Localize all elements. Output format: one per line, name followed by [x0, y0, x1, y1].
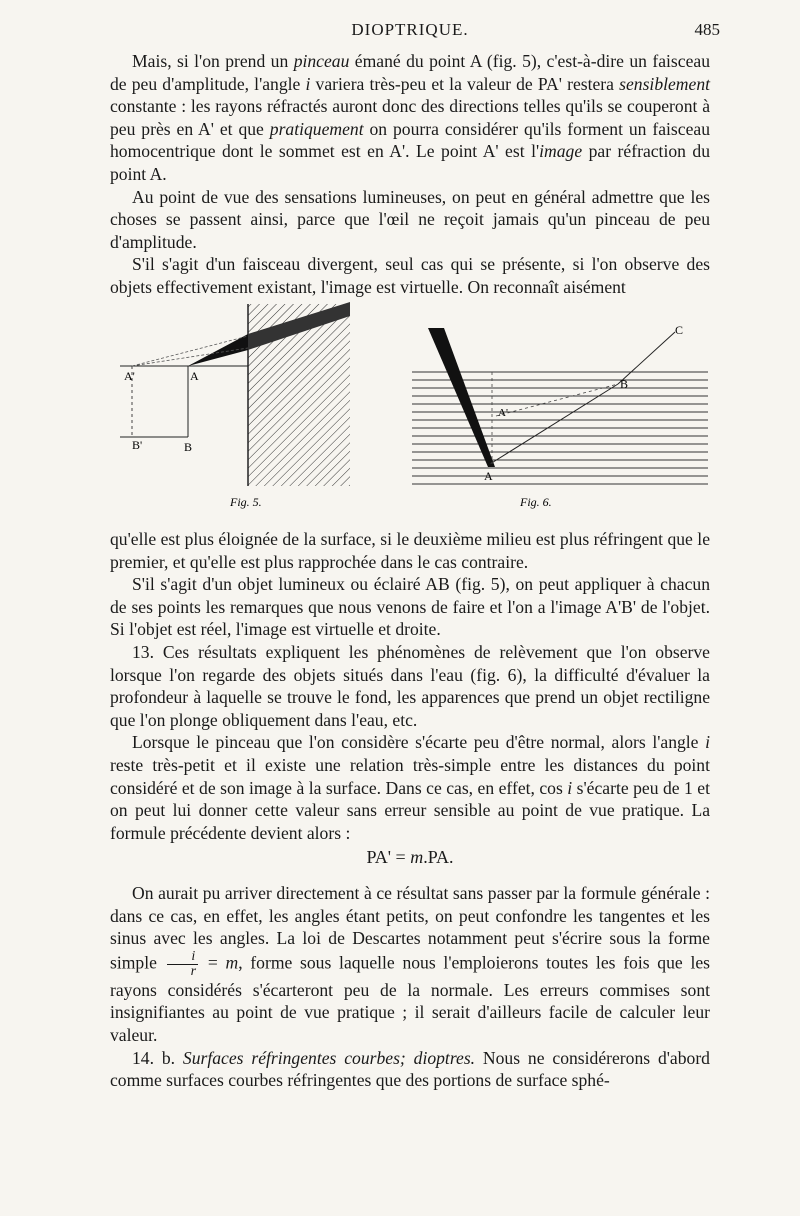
- fig6-label-a-prime: A': [498, 407, 508, 419]
- section-number: 13.: [132, 641, 154, 662]
- text-block-middle: [110, 528, 710, 844]
- text-run: On aurait pu arriver directement à ce résultat sans passer par la formule générale : dans ce cas, en effet, les angles étant petits, on peut confondre les tangentes et les sinus avec les angles. La loi de Descartes notamment peut s'écrire sous la forme simple: [110, 883, 710, 973]
- paragraph-pinceau-normal: [110, 731, 710, 844]
- paragraph-faisceau-divergent: S'il s'agit d'un faisceau divergent, seul cas qui se présente, si l'on observe des objets effectivement existant, l'image est virtuelle. On reconnaît aisément: [110, 254, 710, 297]
- text-run: reste très-petit et il existe une relation très-simple entre les distances du point considéré et de son image à la surface. Dans ce cas, en effet, cos: [110, 754, 710, 798]
- fraction-numerator: i: [167, 950, 198, 965]
- paragraph-plus-eloignee: qu'elle est plus éloignée de la surface, si le deuxième milieu est plus réfringent que le premier, et qu'elle est plus rapprochée dans le cas contraire.: [110, 529, 710, 572]
- text-run-italic: image: [539, 141, 583, 162]
- text-run-italic: i: [567, 777, 573, 798]
- formula-lhs: PA' =: [366, 847, 411, 867]
- paragraph-section-13: [110, 641, 710, 731]
- fig6-label-b: B: [620, 377, 629, 391]
- fig6-caption: Fig. 6.: [520, 495, 552, 509]
- text-run-italic: pinceau: [293, 51, 350, 71]
- paragraph-section-14: [110, 1047, 710, 1092]
- page-number: 485: [694, 20, 720, 39]
- text-run-italic: i: [305, 73, 311, 94]
- formula-rhs: .PA.: [423, 847, 454, 867]
- text-run: par réfraction du point A.: [110, 141, 710, 184]
- text-run-italic: i: [705, 732, 710, 753]
- figure-5: [110, 292, 710, 520]
- text-block-top: [110, 50, 710, 299]
- paragraph-objet-lumineux: S'il s'agit d'un objet lumineux ou éclairé AB (fig. 5), on peut appliquer à chacun de ses points les remarques que nous venons de faire et l'on a l'image A'B' de l'objet. Si l'objet est réel, l'image est virtuelle et droite.: [110, 574, 710, 640]
- text-run: , forme sous laquelle nous l'emploierons toutes les fois que les rayons considérés s'écarteront peu de la normale. Les erreurs commises sont insignifiantes au point de vue pratique ; il serait d'ailleurs facile de calculer leur valeur.: [110, 952, 710, 1045]
- fraction-denominator: r: [190, 963, 197, 979]
- text-run: Nous ne considérerons d'abord comme surfaces courbes réfringentes que des portions de surface sphé-: [110, 1047, 710, 1091]
- fig6-label-a: A: [484, 469, 493, 483]
- fig5-label-a: A: [190, 369, 199, 383]
- fraction-i-over-r: [167, 950, 198, 979]
- text-block-bottom: [110, 882, 710, 1092]
- text-run: s'écarte peu de 1 et on peut lui donner cette valeur sans erreur sensible au point de vue pratique. La formule précédente devient alors :: [110, 777, 710, 843]
- figure-6: [412, 323, 708, 509]
- figures-area: [110, 292, 710, 520]
- page-header: [110, 20, 720, 46]
- fig5-label-a-prime: A': [124, 369, 135, 383]
- text-run: Mais, si l'on prend un: [132, 51, 294, 71]
- section-title: Surfaces réfringentes courbes; dioptres.: [175, 1047, 476, 1068]
- text-run: émané du point A (fig. 5), c'est-à-dire un faisceau de peu d'amplitude, l'angle: [110, 51, 710, 94]
- fig5-label-b: B: [184, 440, 193, 454]
- fig5-pencil-incident: [188, 334, 248, 366]
- running-title: DIOPTRIQUE.: [351, 20, 469, 39]
- fig5-label-b-prime: B': [132, 438, 143, 452]
- section-number: 14. b.: [132, 1047, 176, 1068]
- text-run-italic: sensiblement: [619, 73, 711, 94]
- text-run: on pourra considérer qu'ils forment un faisceau homocentrique dont le sommet est en A'. Le point A' est l': [110, 118, 711, 162]
- text-run-italic: m: [225, 952, 239, 973]
- fig6-label-c: C: [675, 323, 684, 337]
- paragraph-descartes: [110, 882, 710, 1047]
- formula-pa: [110, 847, 710, 868]
- paragraph-sensations: Au point de vue des sensations lumineuses, on peut en général admettre que les choses se passent ainsi, parce que l'œil ne reçoit jamais qu'un pinceau de peu d'amplitude.: [110, 186, 710, 252]
- text-run: Lorsque le pinceau que l'on considère s'écarte peu d'être normal, alors l'angle: [132, 732, 706, 753]
- text-run: =: [200, 952, 226, 973]
- text-run: variera très-peu et la valeur de PA' restera: [310, 73, 620, 94]
- formula-m: m: [410, 847, 424, 867]
- text-run: Ces résultats expliquent les phénomènes de relèvement que l'on observe lorsque l'on regarde des objets situés dans l'eau (fig. 6), la difficulté d'évaluer la profondeur à laquelle se trouve le fond, les apparences que prend un objet rectiligne que l'on plonge obliquement dans l'eau, etc.: [110, 641, 710, 730]
- paragraph-pinceau: [110, 50, 710, 186]
- text-run-italic: pratiquement: [269, 118, 364, 139]
- text-run: constante : les rayons réfractés auront donc des directions telles qu'ils se couperont à peu près en A' et que: [110, 96, 710, 139]
- fig5-caption: Fig. 5.: [230, 495, 262, 509]
